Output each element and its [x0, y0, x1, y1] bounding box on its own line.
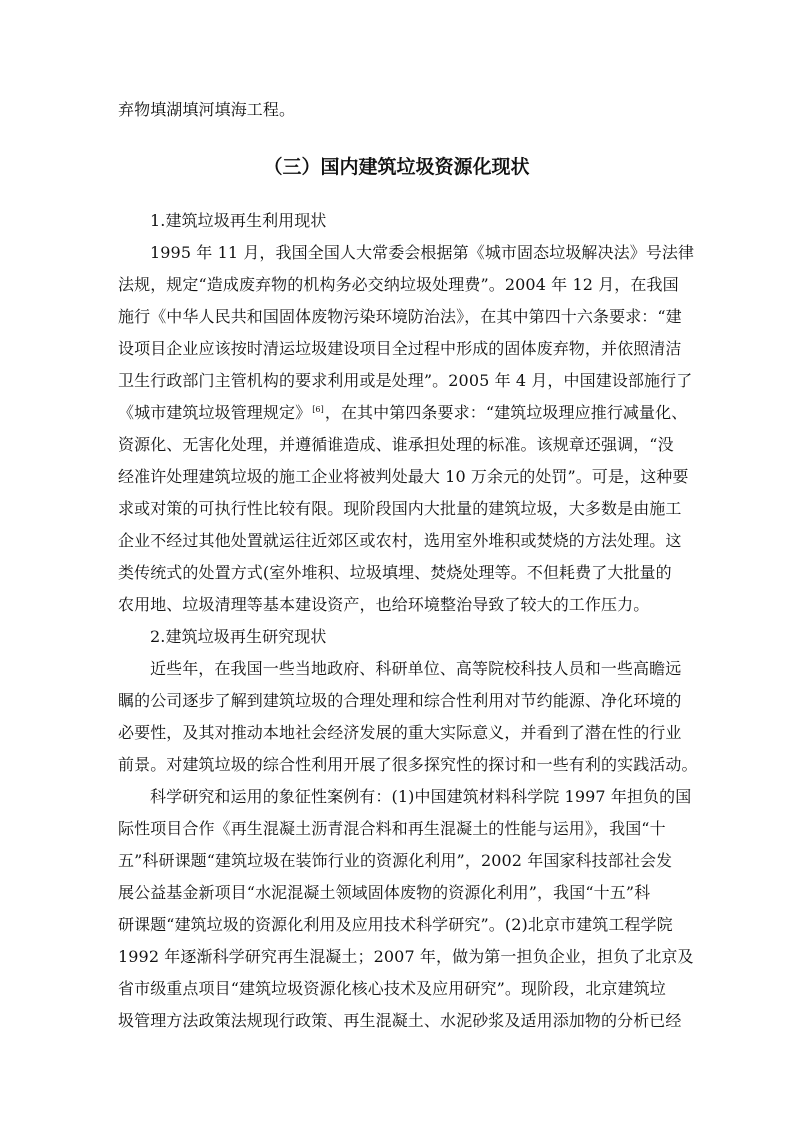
paragraph-2-line-3: 必要性，及其对推动本地社会经济发展的重大实际意义，并看到了潜在性的行业 [118, 723, 682, 742]
paragraph-3-line-3: 五”科研课题“建筑垃圾在装饰行业的资源化利用”，2002 年国家科技部社会发 [118, 851, 673, 870]
paragraph-1-line-2: 法规，规定“造成废弃物的机构务必交纳垃圾处理费”。2004 年 12 月，在我国 [118, 275, 679, 294]
paragraph-2-line-2: 瞩的公司逐步了解到建筑垃圾的合理处理和综合性利用对节约能源、净化环境的 [118, 691, 682, 710]
paragraph-2-line-1: 近些年，在我国一些当地政府、科研单位、高等院校科技人员和一些高瞻远 [150, 659, 682, 678]
paragraph-1-line-8: 经准许处理建筑垃圾的施工企业将被判处最大 10 万余元的处罚”。可是，这种要 [118, 467, 689, 486]
paragraph-1-line-6 [118, 403, 688, 423]
paragraph-1-line-6-rest: ，在其中第四条要求：“建筑垃圾理应推行减量化、 [324, 403, 688, 422]
paragraph-3-line-4: 展公益基金新项目“水泥混凝土领域固体废物的资源化利用”，我国“十五”科 [118, 883, 651, 902]
paragraph-1-line-9: 求或对策的可执行性比较有限。现阶段国内大批量的建筑垃圾，大多数是由施工 [118, 499, 682, 518]
paragraph-1-line-1: 1995 年 11 月，我国全国人大常委会根据第《城市固态垃圾解决法》号法律 [150, 243, 695, 262]
paragraph-3-line-2: 际性项目合作《再生混凝土沥青混合料和再生混凝土的性能与运用》，我国“十 [118, 819, 666, 838]
paragraph-1-line-7: 资源化、无害化处理，并遵循谁造成、谁承担处理的标准。该规章还强调，“没 [118, 435, 674, 454]
paragraph-1-line-10: 企业不经过其他处置就运往近郊区或农村，选用室外堆积或焚烧的方法处理。这 [118, 531, 682, 550]
paragraph-3-line-6: 1992 年逐渐科学研究再生混凝土；2007 年，做为第一担负企业，担负了北京及 [118, 947, 694, 966]
paragraph-3-line-5: 研课题“建筑垃圾的资源化利用及应用技术科学研究”。(2)北京市建筑工程学院 [118, 915, 673, 934]
intro-line: 弃物填湖填河填海工程。 [118, 100, 296, 119]
paragraph-3-line-7: 省市级重点项目“建筑垃圾资源化核心技术及应用研究”。现阶段，北京建筑垃 [118, 979, 666, 998]
paragraph-2-line-4: 前景。对建筑垃圾的综合性利用开展了很多探究性的探讨和一些有利的实践活动。 [118, 755, 698, 774]
paragraph-1-line-11: 类传统式的处置方式(室外堆积、垃圾填埋、焚烧处理等。不但耗费了大批量的 [118, 563, 672, 582]
paragraph-3-line-8: 圾管理方法政策法规现行政策、再生混凝土、水泥砂浆及适用添加物的分析已经 [118, 1011, 682, 1030]
paragraph-1-line-5: 卫生行政部门主管机构的要求利用或是处理”。2005 年 4 月，中国建设部施行了 [118, 371, 693, 390]
paragraph-3-line-1: 科学研究和运用的象征性案例有：(1)中国建筑材料科学院 1997 年担负的国 [150, 787, 692, 806]
paragraph-1-line-4: 设项目企业应该按时清运垃圾建设项目全过程中形成的固体废弃物，并依照清洁 [118, 339, 682, 358]
regulation-title: 《城市建筑垃圾管理规定》 [118, 403, 312, 422]
section-heading: （三）国内建筑垃圾资源化现状 [263, 156, 530, 178]
subsection-title-1: 1.建筑垃圾再生利用现状 [150, 211, 327, 230]
citation-ref: [6] [312, 404, 324, 414]
subsection-title-2: 2.建筑垃圾再生研究现状 [150, 627, 327, 646]
paragraph-1-line-12: 农用地、垃圾清理等基本建设资产，也给环境整治导致了较大的工作压力。 [118, 595, 650, 614]
paragraph-1-line-3: 施行《中华人民共和国固体废物污染环境防治法》，在其中第四十六条要求：“建 [118, 307, 682, 326]
